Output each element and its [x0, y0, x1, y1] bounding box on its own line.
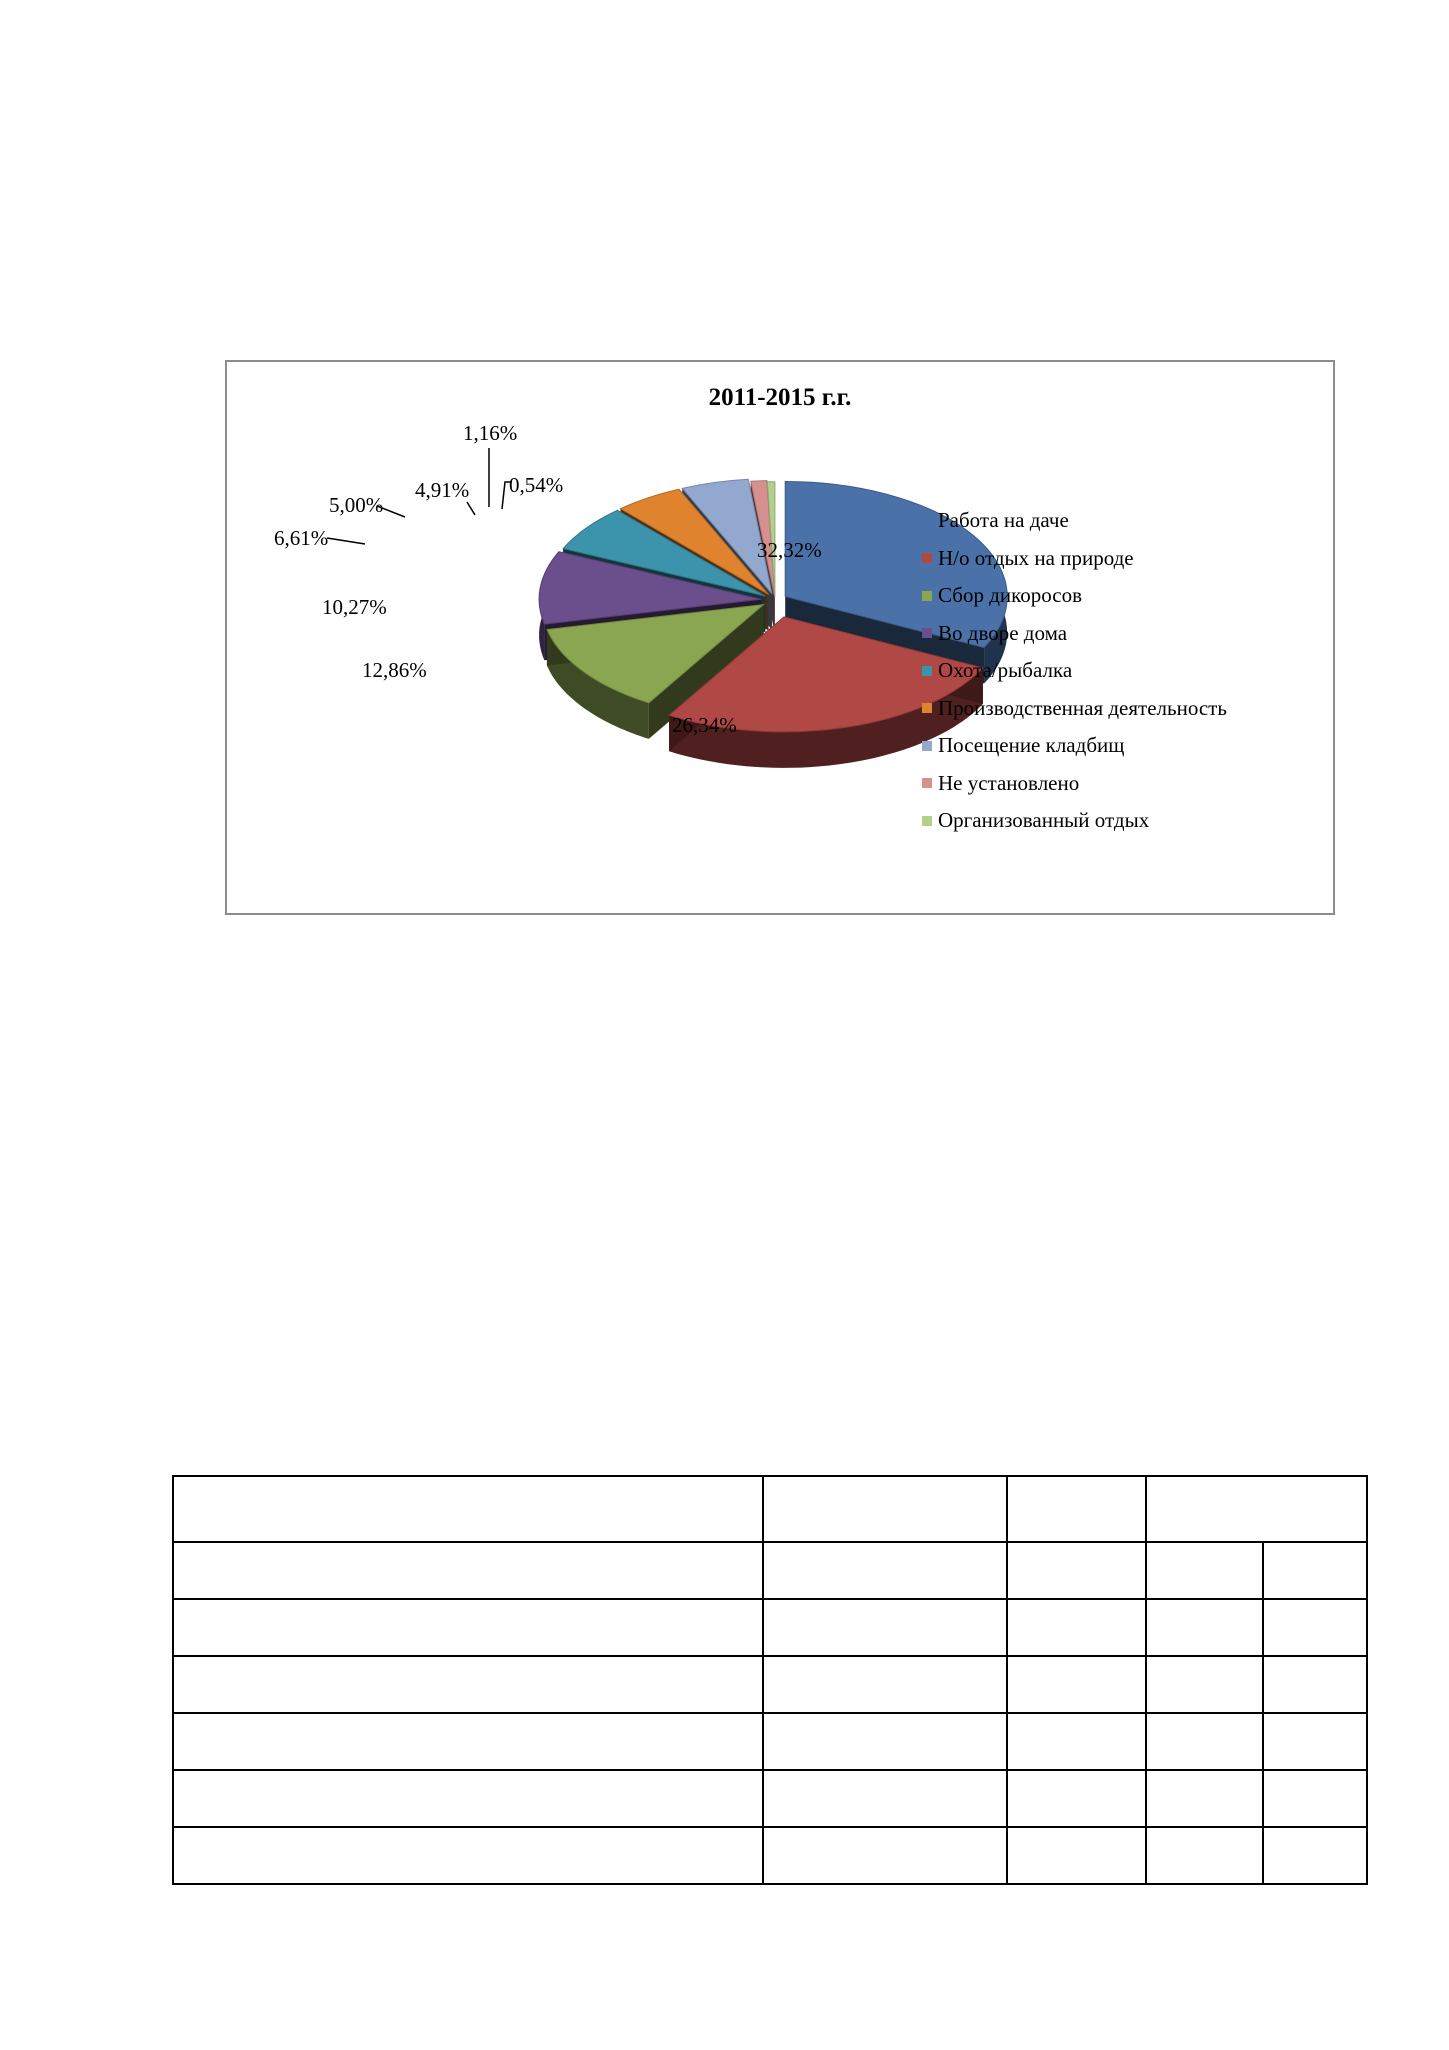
legend-label: Работа на даче — [938, 508, 1069, 533]
legend-item — [922, 652, 1227, 690]
data-label: 26,34% — [672, 713, 737, 737]
data-table — [172, 1475, 1368, 1885]
table-cell — [764, 1657, 1008, 1714]
table-cell — [172, 1657, 764, 1714]
data-label: 12,86% — [362, 658, 427, 682]
data-label: 4,91% — [415, 478, 470, 502]
legend-swatch — [922, 816, 932, 826]
legend-item — [922, 502, 1227, 540]
legend-swatch — [922, 666, 932, 676]
table-cell — [1147, 1600, 1264, 1657]
table-cell — [764, 1600, 1008, 1657]
data-label: 1,16% — [463, 421, 518, 445]
legend-swatch — [922, 628, 932, 638]
table-cell — [1008, 1600, 1147, 1657]
legend-swatch — [922, 553, 932, 563]
table-cell — [1147, 1657, 1264, 1714]
table-cell — [172, 1771, 764, 1828]
table-cell — [1264, 1657, 1368, 1714]
legend-label: Посещение кладбищ — [938, 733, 1125, 758]
table-cell — [1008, 1657, 1147, 1714]
table-cell — [1008, 1771, 1147, 1828]
leader-line — [327, 538, 365, 544]
data-label: 0,54% — [509, 473, 564, 497]
table-cell — [1264, 1714, 1368, 1771]
table-cell — [1147, 1828, 1264, 1885]
table-cell — [1147, 1543, 1264, 1600]
chart-legend — [922, 502, 1227, 840]
legend-swatch — [922, 591, 932, 601]
table-cell — [764, 1475, 1008, 1543]
data-label: 32,32% — [757, 538, 822, 562]
table-cell — [764, 1714, 1008, 1771]
table-cell — [1147, 1771, 1264, 1828]
data-label: 5,00% — [329, 493, 384, 517]
table-cell — [764, 1828, 1008, 1885]
table-cell — [1008, 1714, 1147, 1771]
leader-line — [467, 502, 475, 515]
legend-label: Во дворе дома — [938, 620, 1068, 645]
table-cell — [764, 1543, 1008, 1600]
chart-title: 2011-2015 г.г. — [708, 384, 852, 411]
legend-item — [922, 802, 1227, 840]
legend-item — [922, 577, 1227, 615]
table-cell — [1264, 1600, 1368, 1657]
legend-label: Охота/рыбалка — [938, 658, 1073, 683]
table-cell — [172, 1828, 764, 1885]
table-cell — [1147, 1714, 1264, 1771]
table-cell — [172, 1543, 764, 1600]
table-cell — [172, 1600, 764, 1657]
table-cell — [1264, 1543, 1368, 1600]
legend-label: Организованный отдых — [938, 808, 1150, 833]
legend-label: Производственная деятельность — [938, 695, 1227, 720]
legend-item — [922, 727, 1227, 765]
legend-label: Не установлено — [938, 770, 1080, 795]
table-cell — [172, 1714, 764, 1771]
table-cell — [1264, 1771, 1368, 1828]
table-cell — [172, 1475, 764, 1543]
legend-swatch — [922, 516, 932, 526]
legend-swatch — [922, 741, 932, 751]
legend-label: Сбор дикоросов — [938, 583, 1083, 608]
table-cell — [764, 1771, 1008, 1828]
legend-item — [922, 615, 1227, 653]
data-label: 6,61% — [274, 526, 329, 550]
chart-area — [225, 360, 1335, 915]
legend-item — [922, 765, 1227, 803]
legend-swatch — [922, 778, 932, 788]
legend-item — [922, 690, 1227, 728]
legend-label: Н/о отдых на природе — [938, 545, 1134, 570]
table-cell — [1147, 1475, 1368, 1543]
table-cell — [1008, 1543, 1147, 1600]
data-label: 10,27% — [322, 595, 387, 619]
table-cell — [1008, 1475, 1147, 1543]
table-cell — [1008, 1828, 1147, 1885]
legend-item — [922, 540, 1227, 578]
legend-swatch — [922, 703, 932, 713]
table-cell — [1264, 1828, 1368, 1885]
